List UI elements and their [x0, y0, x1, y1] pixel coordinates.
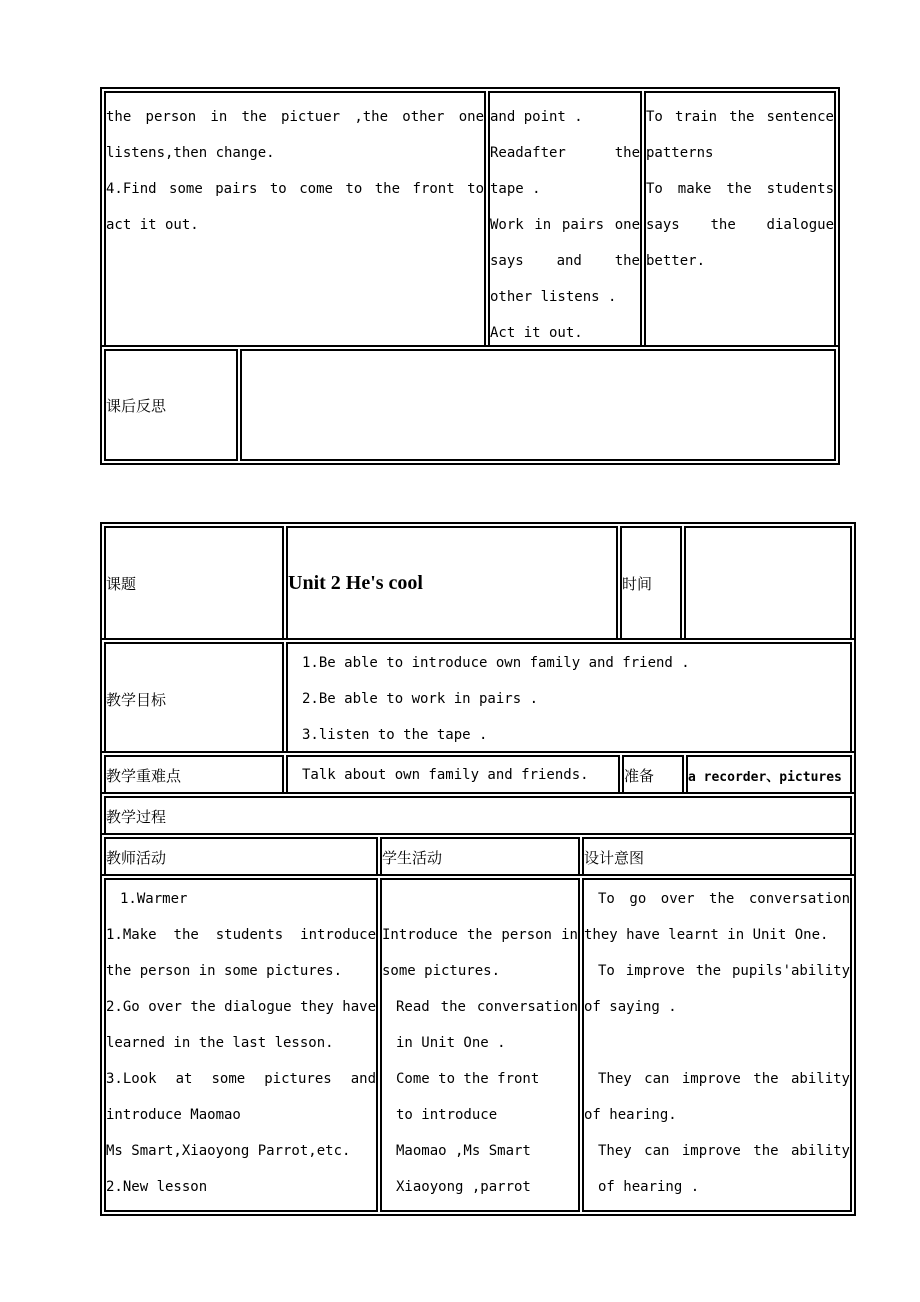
- student-step: to introduce: [396, 1107, 498, 1123]
- keypoints-label: 教学重难点: [104, 755, 284, 795]
- student-line: Act it out.: [490, 325, 583, 341]
- purpose-step: They can improve the ability of hearing.: [584, 1071, 850, 1123]
- purpose-step: They can improve the ability of hearing .: [598, 1143, 850, 1195]
- reflection-table: [100, 345, 840, 465]
- topic-value: Unit 2 He's cool: [286, 526, 618, 640]
- time-label: 时间: [620, 526, 682, 640]
- lesson-table-continued: [100, 87, 840, 357]
- goal-item: 1.Be able to introduce own family and friend .: [302, 655, 690, 671]
- goals-cell: [286, 642, 852, 756]
- teacher-step: 1.Warmer: [120, 891, 188, 907]
- goals-label: 教学目标: [104, 642, 284, 756]
- purpose-step: To improve the pupils'ability of saying .: [584, 963, 850, 1015]
- process-label: 教学过程: [104, 796, 852, 837]
- purpose-step: To go over the conversation they have learnt in Unit One.: [584, 891, 850, 943]
- prep-value: a recorder、pictures: [686, 755, 852, 795]
- teacher-step: 1.Make the students introduce the person in some pictures.: [106, 927, 376, 979]
- process-body-table: [100, 874, 856, 1216]
- student-step: Read the conversation in Unit One .: [396, 999, 578, 1051]
- purpose-cell: [644, 91, 836, 353]
- teacher-step: 2.New lesson: [106, 1179, 208, 1195]
- prep-label: 准备: [622, 755, 684, 795]
- teacher-step: 2.Go over the dialogue they have learned in the last lesson.: [106, 999, 376, 1051]
- student-step: Maomao ,Ms Smart: [396, 1143, 531, 1159]
- goals-table: [100, 638, 856, 760]
- student-step: Introduce the person in some pictures.: [382, 927, 578, 979]
- teacher-step: 3.Look at some pictures and introduce Maomao: [106, 1071, 376, 1123]
- keypoints-value: Talk about own family and friends.: [286, 755, 620, 795]
- col-teacher-header: 教师活动: [104, 837, 378, 878]
- teacher-activity-body: [104, 878, 378, 1212]
- student-activity-cell: [488, 91, 642, 353]
- time-value: [684, 526, 852, 640]
- purpose-line: To make the students says the dialogue better.: [646, 181, 834, 269]
- topic-label: 课题: [104, 526, 284, 640]
- student-line: and point .: [490, 109, 583, 125]
- purpose-spacer: [584, 1025, 850, 1061]
- teacher-line: 4.Find some pairs to come to the front to act it out.: [106, 181, 484, 233]
- student-step: Xiaoyong ,parrot: [396, 1179, 531, 1195]
- student-activity-body: [380, 878, 580, 1212]
- teacher-step: Ms Smart,Xiaoyong Parrot,etc.: [106, 1143, 351, 1159]
- col-purpose-header: 设计意图: [582, 837, 852, 878]
- col-student-header: 学生活动: [380, 837, 580, 878]
- purpose-body: [582, 878, 852, 1212]
- student-step: Come to the front: [396, 1071, 540, 1087]
- goal-item: 2.Be able to work in pairs .: [302, 691, 539, 707]
- reflection-value: [240, 349, 836, 461]
- teacher-activity-cell: [104, 91, 486, 353]
- lesson-table-unit2: [100, 522, 856, 644]
- reflection-label: 课后反思: [104, 349, 238, 461]
- student-line: Work in pairs one says and the other listens .: [490, 217, 640, 305]
- teacher-line: the person in the pictuer ,the other one listens,then change.: [106, 109, 484, 161]
- purpose-line: To train the sentence patterns: [646, 109, 834, 161]
- student-line: Readafter the tape .: [490, 145, 640, 197]
- goal-item: 3.listen to the tape .: [302, 727, 488, 743]
